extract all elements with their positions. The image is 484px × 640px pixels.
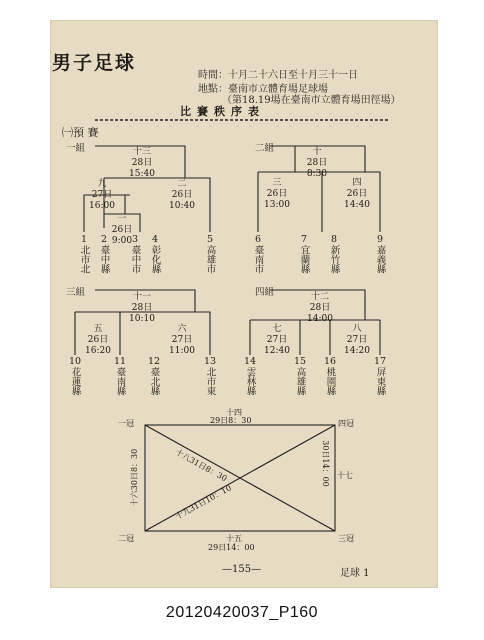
team-1: 1 北市北: [78, 234, 90, 274]
team-4: 4 彰化縣: [149, 234, 161, 274]
team-15: 15 高雄縣: [293, 356, 307, 396]
g1-match-1: 一 26日 9:00: [111, 214, 133, 246]
final-diag2-info: 十九31日10：10: [173, 483, 233, 522]
g4-match-7: 七 27日 12:40: [264, 324, 290, 356]
team-14: 14 雲林縣: [243, 356, 257, 396]
time-label: 時間：: [198, 70, 228, 81]
group-1-label: 一組: [66, 143, 86, 154]
team-7: 7 宜蘭縣: [298, 234, 310, 274]
corner-second: 二冠: [118, 534, 134, 543]
schedule-title: 比賽秩序表: [180, 105, 265, 118]
team-16: 16 桃園縣: [323, 356, 337, 396]
team-12: 12 臺北縣: [147, 356, 161, 396]
group-3-label: 三組: [66, 287, 86, 298]
g4-match-8: 八 27日 14:20: [344, 324, 370, 356]
team-9: 9 嘉義縣: [374, 234, 386, 274]
preliminary-label: ㈠預 賽: [62, 126, 99, 139]
g3-match-6: 六 27日 11:00: [169, 324, 195, 356]
corner-first: 一冠: [118, 419, 134, 428]
group-4-label: 四組: [255, 287, 275, 298]
team-11: 11 臺南縣: [113, 356, 127, 396]
final-top-no: 十四: [226, 408, 242, 417]
page-title: 男子足球: [52, 52, 137, 74]
team-6: 6 臺南市: [252, 234, 264, 274]
g2-match-final: 十 28日 8:30: [306, 147, 328, 179]
team-5: 5 高雄市: [204, 234, 216, 274]
final-diag1-info: 十八31日8：30: [173, 447, 229, 484]
g1-match-final: 十三 28日 15:40: [129, 147, 155, 179]
g4-match-final: 十二 28日 14:00: [307, 292, 333, 324]
team-8: 8 新竹縣: [328, 234, 340, 274]
g1-match-9: 九 27日 16:00: [89, 179, 115, 211]
g2-match-4: 四 26日 14:40: [344, 178, 370, 210]
corner-fourth: 四冠: [338, 419, 354, 428]
g2-match-3: 三 26日 13:00: [264, 178, 290, 210]
footer-section: 足球 1: [340, 568, 370, 579]
image-caption: 20120420037_P160: [165, 604, 319, 621]
time-line: [198, 66, 358, 81]
g3-match-final: 十一 28日 10:10: [129, 292, 155, 324]
team-13: 13 北市東: [203, 356, 217, 396]
venue-value: 臺南市立體育場足球場: [228, 84, 328, 95]
corner-third: 三冠: [338, 534, 354, 543]
final-bottom-no: 十五: [226, 534, 242, 543]
venue-label: 地點：: [198, 84, 228, 95]
final-left-info: 十六30日8：30: [130, 448, 140, 507]
team-10: 10 花蓮縣: [68, 356, 82, 396]
g3-match-5: 五 26日 16:20: [85, 324, 111, 356]
team-17: 17 屏東縣: [373, 356, 387, 396]
venue-note: （第18.19場在臺南市立體育場田徑場）: [222, 95, 401, 106]
group-2-label: 二組: [255, 143, 275, 154]
final-bottom-info: 29日14：00: [208, 543, 255, 552]
final-top-info: 29日8：30: [210, 416, 252, 425]
team-2: 2 臺中縣: [98, 234, 110, 274]
team-3: 3 臺中市: [129, 234, 141, 274]
final-right-info: 30日14：00: [320, 440, 330, 487]
final-right-no: 十七: [337, 471, 353, 480]
g1-match-2: 二 26日 10:40: [169, 179, 195, 211]
time-value: 十月二十六日至十月三十一日: [228, 70, 358, 81]
page-number: —155—: [222, 564, 262, 575]
